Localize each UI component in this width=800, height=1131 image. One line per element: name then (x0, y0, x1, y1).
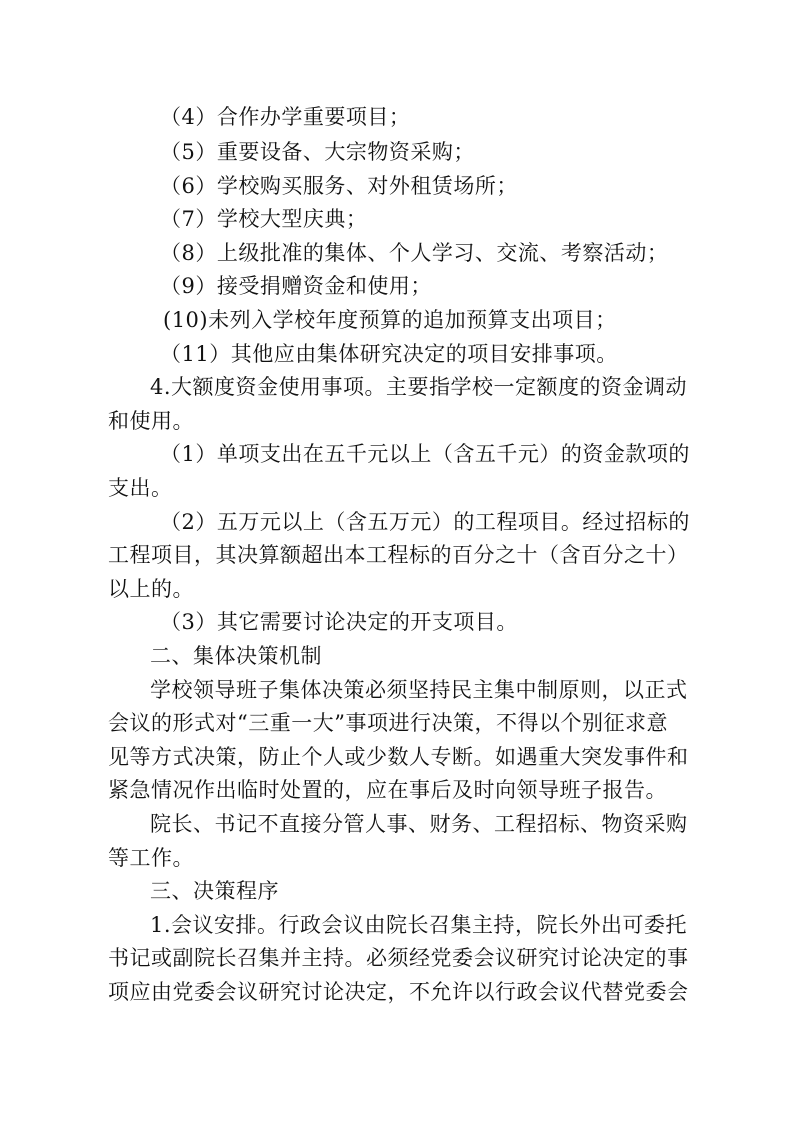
list-item-8: （8）上级批准的集体、个人学习、交流、考察活动； (160, 241, 669, 265)
paragraph-line: 紧急情况作出临时处置的，应在事后及时向领导班子报告。 (108, 778, 667, 802)
paragraph-line: 1.会议安排。行政会议由院长召集主持，院长外出可委托 (150, 913, 688, 937)
list-item-7: （7）学校大型庆典； (160, 207, 368, 231)
paragraph-line: 等工作。 (108, 846, 194, 870)
paragraph-line: （2）五万元以上（含五万元）的工程项目。经过招标的 (160, 510, 690, 534)
list-item-10: (10)未列入学校年度预算的追加预算支出项目； (163, 308, 617, 332)
section-heading: 二、集体决策机制 (150, 644, 322, 668)
paragraph-line: （1）单项支出在五千元以上（含五千元）的资金款项的 (160, 442, 690, 466)
paragraph-line: 学校领导班子集体决策必须坚持民主集中制原则，以正式 (150, 678, 688, 702)
paragraph-line: 支出。 (108, 476, 173, 500)
paragraph-line: （3）其它需要讨论决定的开支项目。 (160, 610, 518, 634)
paragraph-line: 院长、书记不直接分管人事、财务、工程招标、物资采购 (150, 812, 688, 836)
paragraph-line: 见等方式决策，防止个人或少数人专断。如遇重大突发事件和 (108, 745, 689, 769)
paragraph-line: 会议的形式对“三重一大”事项进行决策，不得以个别征求意 (108, 711, 668, 735)
paragraph-line: 工程项目，其决算额超出本工程标的百分之十（含百分之十） (108, 543, 689, 567)
paragraph-line: 以上的。 (108, 577, 194, 601)
list-item-4: （4）合作办学重要项目； (160, 105, 411, 129)
list-item-5: （5）重要设备、大宗物资采购； (160, 140, 475, 164)
section-heading: 三、决策程序 (150, 879, 279, 903)
paragraph-line: 和使用。 (108, 409, 194, 433)
list-item-9: （9）接受捐赠资金和使用； (160, 274, 432, 298)
paragraph-line: 4.大额度资金使用事项。主要指学校一定额度的资金调动 (150, 375, 688, 399)
paragraph-line: 项应由党委会议研究讨论决定，不允许以行政会议代替党委会 (108, 980, 689, 1004)
list-item-11: （11）其他应由集体研究决定的项目安排事项。 (160, 342, 618, 366)
list-item-6: （6）学校购买服务、对外租赁场所； (160, 174, 518, 198)
paragraph-line: 书记或副院长召集并主持。必须经党委会议研究讨论决定的事 (108, 946, 689, 970)
